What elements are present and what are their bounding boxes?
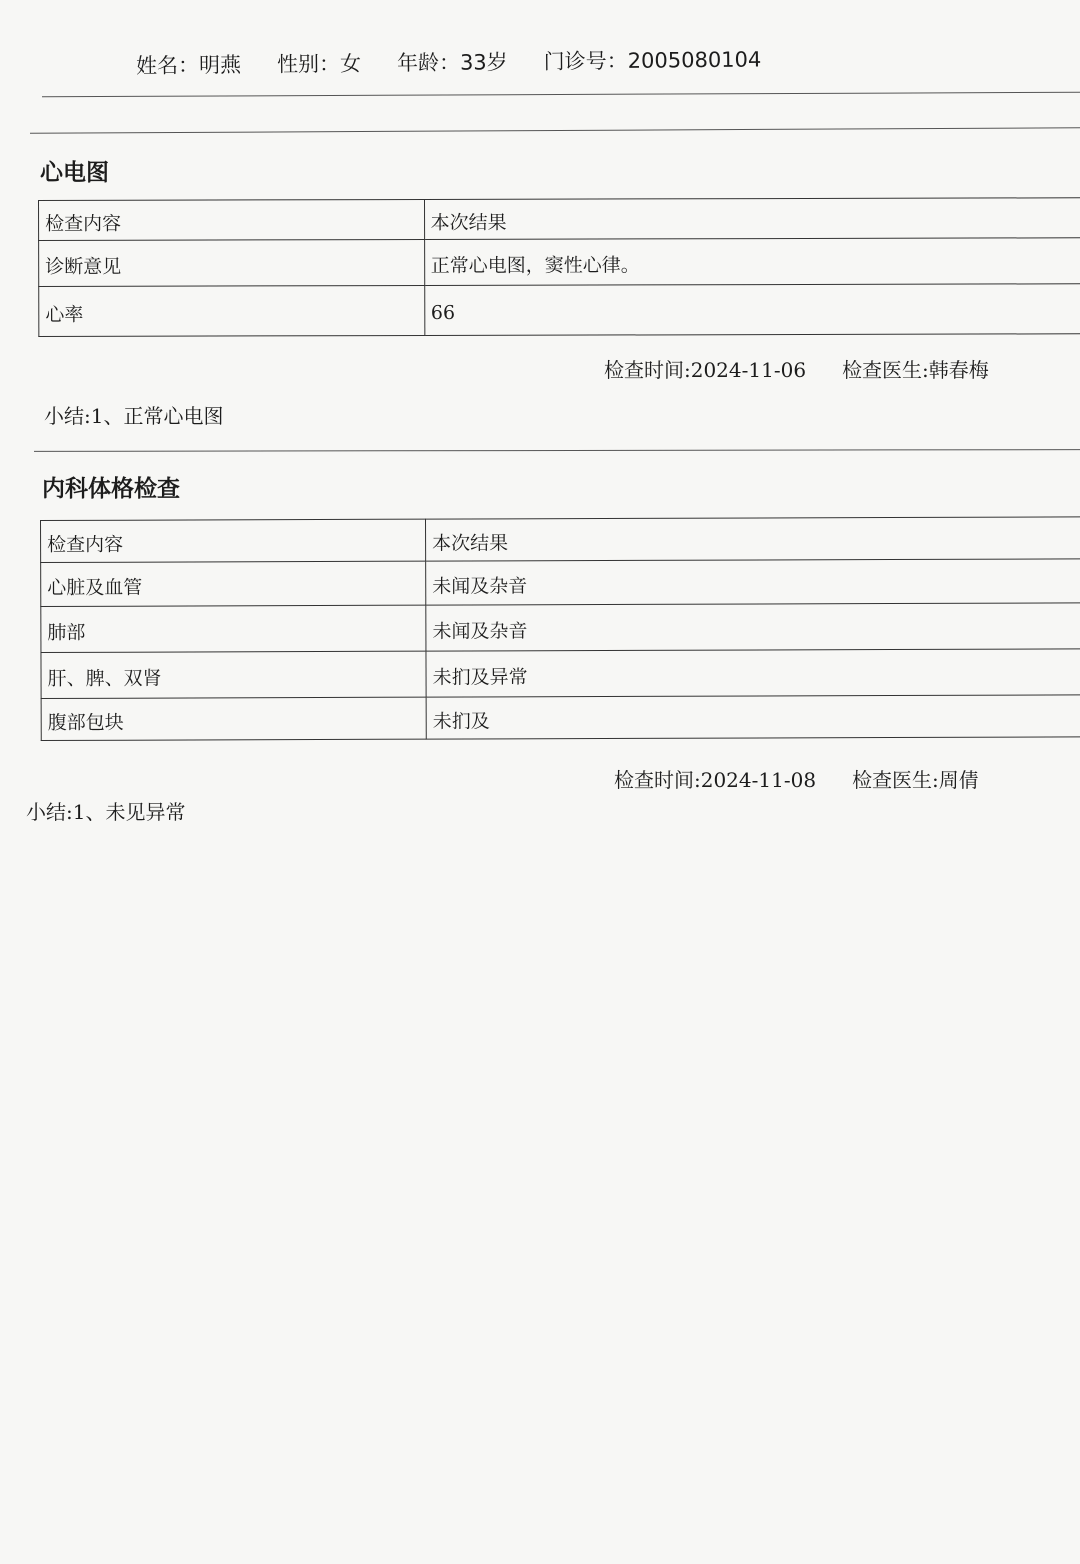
table-cell-item: 腹部包块 xyxy=(41,697,426,740)
clinic-number: 门诊号：2005080104 xyxy=(543,47,762,74)
header-rule-top xyxy=(42,92,1080,98)
section-title-internal-medicine: 内科体格检查 xyxy=(42,476,180,502)
table-cell-result: 未扪及异常 xyxy=(426,649,1080,697)
exam-time: 检查时间:2024-11-06 xyxy=(604,358,807,382)
table-cell-item: 心脏及血管 xyxy=(41,561,426,606)
table-cell-item: 诊断意见 xyxy=(39,239,425,286)
table-row xyxy=(41,559,1080,607)
table-cell-result: 未闻及杂音 xyxy=(426,559,1080,605)
ecg-summary: 小结:1、正常心电图 xyxy=(44,404,224,428)
table-cell-result: 未闻及杂音 xyxy=(426,603,1080,651)
table-row xyxy=(41,603,1080,653)
ecg-meta xyxy=(604,354,989,383)
ecg-table xyxy=(38,197,1080,337)
section-title-ecg: 心电图 xyxy=(40,160,109,186)
exam-doctor: 检查医生:韩春梅 xyxy=(842,358,989,382)
exam-doctor: 检查医生:周倩 xyxy=(852,768,979,792)
table-header-cell: 检查内容 xyxy=(41,519,426,562)
table-header-cell: 本次结果 xyxy=(424,198,1080,240)
table-cell-item: 肝、脾、双肾 xyxy=(41,651,426,698)
exam-time: 检查时间:2024-11-08 xyxy=(614,768,817,792)
table-cell-result: 正常心电图，窦性心律。 xyxy=(424,238,1080,286)
internal-medicine-summary: 小结:1、未见异常 xyxy=(26,800,186,824)
patient-name: 姓名：明燕 xyxy=(135,52,242,78)
table-cell-item: 肺部 xyxy=(41,605,426,652)
table-header-row xyxy=(39,198,1080,241)
internal-medicine-meta xyxy=(614,764,979,793)
table-row xyxy=(41,695,1080,741)
table-header-cell: 本次结果 xyxy=(426,517,1080,561)
table-row xyxy=(39,238,1080,287)
table-row xyxy=(39,284,1080,337)
table-cell-result: 66 xyxy=(424,284,1080,336)
patient-gender: 性别：女 xyxy=(276,51,362,77)
patient-age: 年龄：33岁 xyxy=(396,50,508,76)
patient-info xyxy=(136,43,762,80)
table-row xyxy=(41,649,1080,699)
section-divider xyxy=(34,449,1080,452)
table-header-cell: 检查内容 xyxy=(39,199,425,240)
table-cell-item: 心率 xyxy=(39,285,425,336)
table-cell-result: 未扪及 xyxy=(426,695,1080,739)
table-header-row xyxy=(41,517,1080,563)
internal-medicine-table xyxy=(40,516,1080,741)
header-rule-bottom xyxy=(30,127,1080,133)
